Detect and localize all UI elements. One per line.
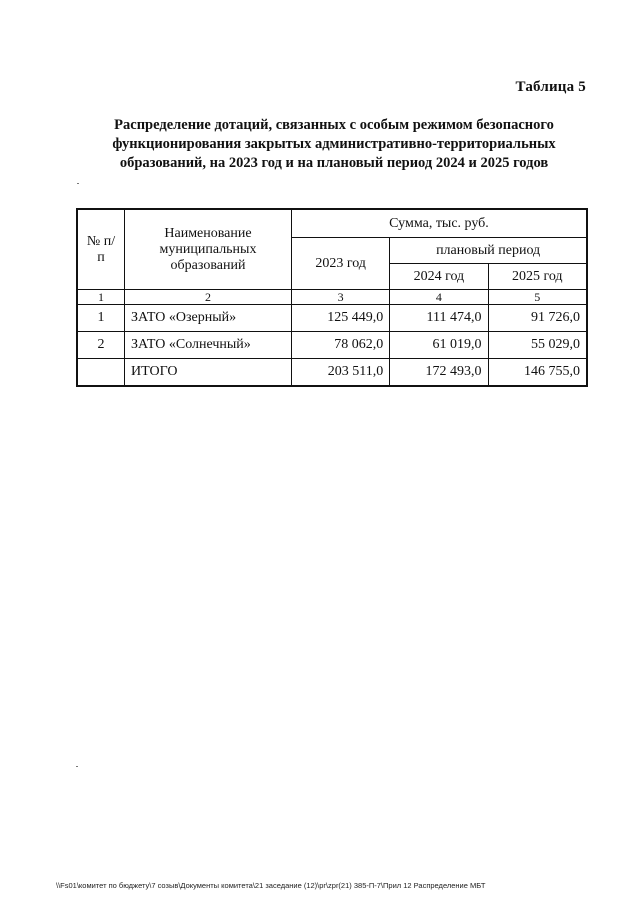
row-value-2024: 111 474,0 xyxy=(390,305,488,332)
file-path-footer: \\Fs01\комитет по бюджету\7 созыв\Документы комитета\21 заседание (12)\pr\zpr(21) 385-П-7\Прил 12 Распределение МБТ xyxy=(56,881,486,890)
row-number: 2 xyxy=(77,332,125,359)
table-row xyxy=(77,305,587,332)
row-value-2023: 78 062,0 xyxy=(292,332,390,359)
column-number: 2 xyxy=(125,290,292,305)
column-number: 3 xyxy=(292,290,390,305)
table-label: Таблица 5 xyxy=(515,79,586,95)
row-number: 1 xyxy=(77,305,125,332)
row-name: ЗАТО «Озерный» xyxy=(125,305,292,332)
total-value-2025: 146 755,0 xyxy=(488,359,587,387)
header-year-2024: 2024 год xyxy=(390,264,488,290)
row-value-2025: 91 726,0 xyxy=(488,305,587,332)
header-year-2023: 2023 год xyxy=(292,238,390,290)
total-label: ИТОГО xyxy=(125,359,292,387)
row-name: ЗАТО «Солнечный» xyxy=(125,332,292,359)
row-value-2025: 55 029,0 xyxy=(488,332,587,359)
total-empty-cell xyxy=(77,359,125,387)
subsidies-table xyxy=(76,208,588,387)
column-number: 1 xyxy=(77,290,125,305)
total-value-2024: 172 493,0 xyxy=(390,359,488,387)
header-planning-period: плановый период xyxy=(390,238,587,264)
column-number: 5 xyxy=(488,290,587,305)
row-value-2023: 125 449,0 xyxy=(292,305,390,332)
header-num: № п/п xyxy=(77,209,125,290)
scan-speck xyxy=(77,183,79,184)
header-name: Наименование муниципальных образований xyxy=(125,209,292,290)
document-title: Распределение дотаций, связанных с особым режимом безопасного функционирования закрытых административно-территориальных образований, на 2023 год и на плановый период 2024 и 2025 годов xyxy=(112,117,556,171)
total-value-2023: 203 511,0 xyxy=(292,359,390,387)
table-row xyxy=(77,332,587,359)
column-number: 4 xyxy=(390,290,488,305)
scan-speck xyxy=(76,766,78,767)
header-sum: Сумма, тыс. руб. xyxy=(292,209,588,238)
header-year-2025: 2025 год xyxy=(488,264,587,290)
total-row xyxy=(77,359,587,387)
row-value-2024: 61 019,0 xyxy=(390,332,488,359)
